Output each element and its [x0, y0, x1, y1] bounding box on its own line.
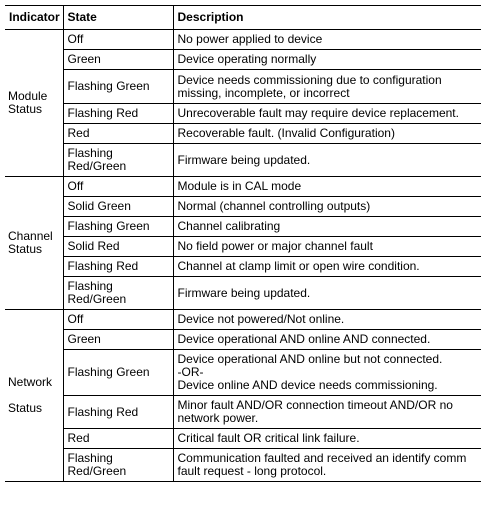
state-cell: Flashing Red/Green [63, 144, 173, 177]
state-cell: Flashing Green [63, 350, 173, 396]
state-cell: Flashing Red [63, 104, 173, 124]
description-cell: Device not powered/Not online. [173, 310, 481, 330]
state-cell: Flashing Red/Green [63, 277, 173, 310]
description-cell: Device operational AND online but not connected. -OR- Device online AND device needs commissioning. [173, 350, 481, 396]
state-cell: Flashing Red [63, 257, 173, 277]
table-row [5, 330, 481, 350]
header-description: Description [173, 6, 481, 30]
description-cell: Unrecoverable fault may require device replacement. [173, 104, 481, 124]
description-cell: No power applied to device [173, 30, 481, 50]
state-cell: Off [63, 177, 173, 197]
description-cell: No field power or major channel fault [173, 237, 481, 257]
state-cell: Red [63, 429, 173, 449]
table-row [5, 429, 481, 449]
state-cell: Red [63, 124, 173, 144]
description-cell: Channel at clamp limit or open wire condition. [173, 257, 481, 277]
state-cell: Flashing Green [63, 217, 173, 237]
table-row [5, 350, 481, 396]
description-cell: Critical fault OR critical link failure. [173, 429, 481, 449]
indicator-cell: Module Status [5, 30, 63, 177]
state-cell: Green [63, 50, 173, 70]
description-cell: Device needs commissioning due to configuration missing, incomplete, or incorrect [173, 70, 481, 104]
description-cell: Normal (channel controlling outputs) [173, 197, 481, 217]
table-row [5, 104, 481, 124]
state-cell: Flashing Green [63, 70, 173, 104]
table-row [5, 30, 481, 50]
state-cell: Off [63, 310, 173, 330]
state-cell: Flashing Red/Green [63, 449, 173, 482]
table-row [5, 257, 481, 277]
table-row [5, 237, 481, 257]
description-cell: Channel calibrating [173, 217, 481, 237]
indicator-cell: Channel Status [5, 177, 63, 310]
description-cell: Device operational AND online AND connected. [173, 330, 481, 350]
description-cell: Module is in CAL mode [173, 177, 481, 197]
table-row [5, 449, 481, 482]
indicator-cell: Network Status [5, 310, 63, 482]
state-cell: Flashing Red [63, 396, 173, 429]
description-cell: Firmware being updated. [173, 144, 481, 177]
status-indicator-table [5, 5, 481, 482]
state-cell: Solid Green [63, 197, 173, 217]
state-cell: Off [63, 30, 173, 50]
header-state: State [63, 6, 173, 30]
table-body [5, 30, 481, 482]
table-row [5, 396, 481, 429]
description-cell: Recoverable fault. (Invalid Configuration) [173, 124, 481, 144]
table-header [5, 6, 481, 30]
table-row [5, 217, 481, 237]
table-row [5, 310, 481, 330]
table-row [5, 50, 481, 70]
header-indicator: Indicator [5, 6, 63, 30]
state-cell: Green [63, 330, 173, 350]
table-row [5, 277, 481, 310]
table-row [5, 70, 481, 104]
header-row [5, 6, 481, 30]
table-row [5, 124, 481, 144]
state-cell: Solid Red [63, 237, 173, 257]
description-cell: Device operating normally [173, 50, 481, 70]
status-indicator-table-container [5, 5, 481, 497]
table-row [5, 177, 481, 197]
description-cell: Communication faulted and received an identify comm fault request - long protocol. [173, 449, 481, 482]
table-row [5, 144, 481, 177]
table-row [5, 197, 481, 217]
description-cell: Firmware being updated. [173, 277, 481, 310]
description-cell: Minor fault AND/OR connection timeout AND/OR no network power. [173, 396, 481, 429]
